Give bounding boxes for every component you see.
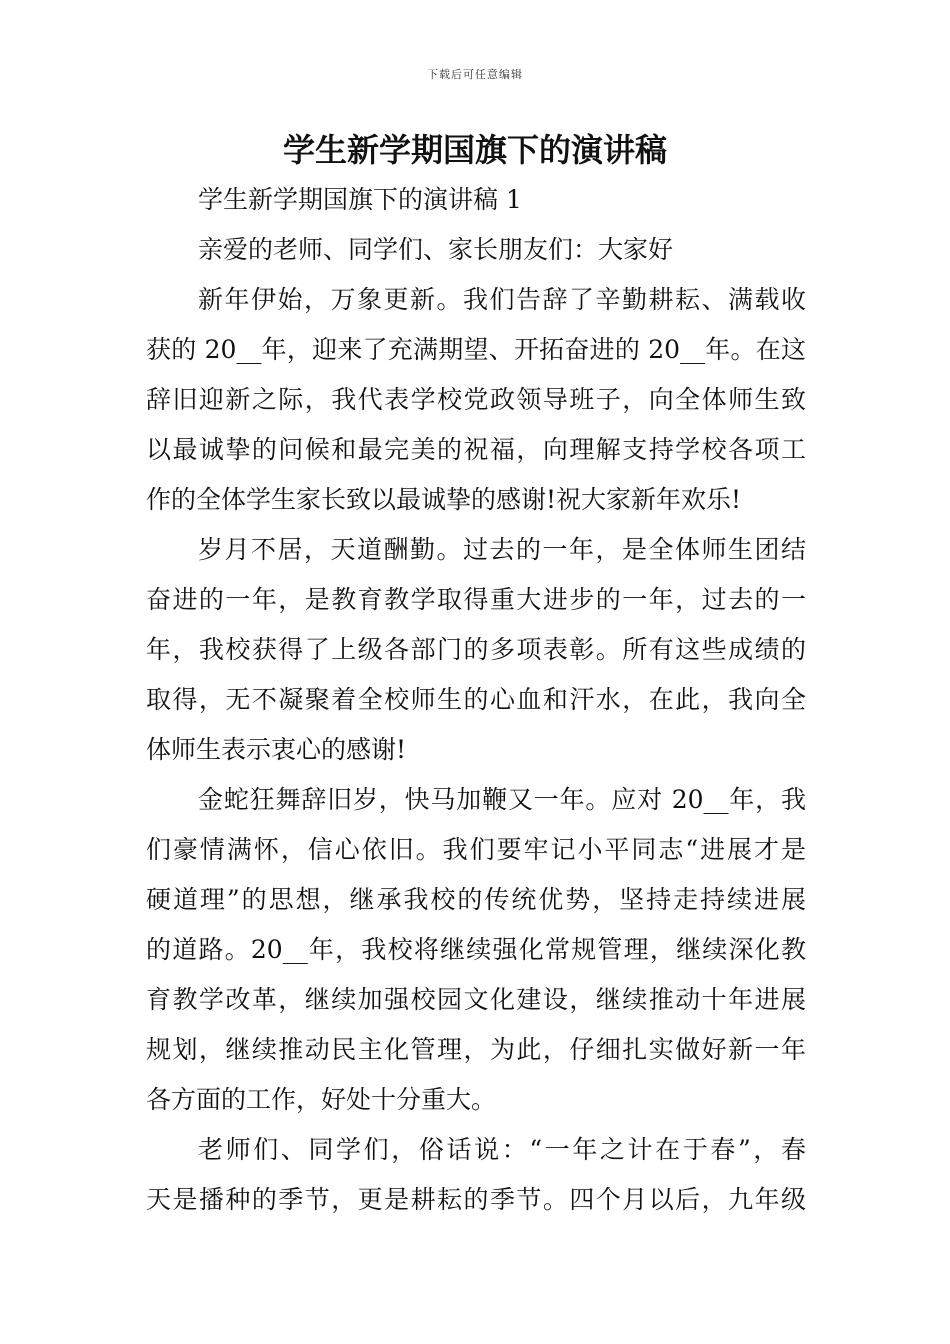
body-line: 奋进的一年，是教育教学取得重大进步的一年，过去的一 (146, 585, 806, 614)
document-body (146, 175, 806, 1225)
body-line: 天是播种的季节，更是耕耘的季节。四个月以后，九年级 (146, 1185, 806, 1214)
body-line: 的道路。20__年，我校将继续强化常规管理，继续深化教 (146, 935, 806, 964)
body-line: 金蛇狂舞辞旧岁，快马加鞭又一年。应对 20__年，我 (198, 785, 806, 814)
body-line: 岁月不居，天道酬勤。过去的一年，是全体师生团结 (198, 535, 806, 564)
body-line: 学生新学期国旗下的演讲稿 1 (198, 185, 522, 214)
document-title: 学生新学期国旗下的演讲稿 (282, 131, 667, 169)
body-line: 育教学改革，继续加强校园文化建设，继续推动十年进展 (146, 985, 806, 1014)
body-line: 们豪情满怀，信心依旧。我们要牢记小平同志“进展才是 (146, 835, 806, 864)
body-line: 作的全体学生家长致以最诚挚的感谢!祝大家新年欢乐! (146, 485, 742, 514)
body-line: 辞旧迎新之际，我代表学校党政领导班子，向全体师生致 (146, 385, 806, 414)
body-line: 年，我校获得了上级各部门的多项表彰。所有这些成绩的 (146, 635, 806, 664)
body-line: 新年伊始，万象更新。我们告辞了辛勤耕耘、满载收 (198, 285, 806, 314)
body-line: 硬道理”的思想，继承我校的传统优势，坚持走持续进展 (146, 885, 806, 914)
body-line: 老师们、同学们，俗话说：“一年之计在于春”，春 (198, 1135, 806, 1164)
header-note: 下载后可任意编辑 (427, 68, 523, 81)
body-line: 取得，无不凝聚着全校师生的心血和汗水，在此，我向全 (146, 685, 806, 714)
body-line: 获的 20__年，迎来了充满期望、开拓奋进的 20__年。在这 (146, 335, 806, 364)
body-line: 以最诚挚的问候和最完美的祝福，向理解支持学校各项工 (146, 435, 806, 464)
body-line: 各方面的工作，好处十分重大。 (146, 1085, 497, 1114)
body-line: 亲爱的老师、同学们、家长朋友们：大家好 (198, 235, 674, 264)
body-line: 规划，继续推动民主化管理，为此，仔细扎实做好新一年 (146, 1035, 806, 1064)
body-line: 体师生表示衷心的感谢! (146, 735, 407, 764)
